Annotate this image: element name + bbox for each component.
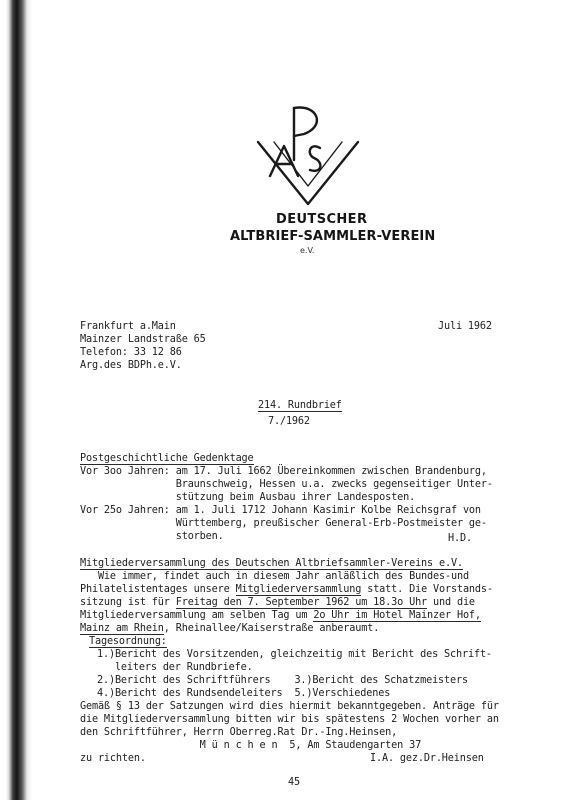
closing-line: die Mitgliederversammlung bitten wir bis spätestens 2 Wochen vorher an: [80, 714, 499, 725]
section2-heading: Mitgliederversammlung des Deutschen Altbriefsammler-Vereins e.V.: [80, 558, 463, 569]
section1-line: storben.: [80, 531, 224, 542]
body-text: Mitgliederversammlung am selben Tag um: [80, 610, 314, 621]
closing-line: Gemäß § 13 der Satzungen wird dies hiermit bekanntgegeben. Anträge für: [80, 701, 499, 712]
closing-line: den Schriftführer, Herrn Oberreg.Rat Dr.-Ing.Heinsen,: [80, 727, 398, 738]
body-text-underlined: Mitgliederversammlung: [235, 584, 362, 595]
org-name-line2: ALTBRIEF-SAMMLER-VEREIN: [230, 229, 436, 244]
agenda-item: 2.)Bericht des Schriftführers 3.)Bericht des Schatzmeisters: [97, 675, 468, 686]
sender-street: Mainzer Landstraße 65: [80, 334, 206, 345]
meeting-date-underlined: Freitag den 7. September 1962 um 18.3o Uhr: [175, 597, 428, 608]
asv-logo: [248, 100, 368, 208]
org-suffix: e.V.: [300, 246, 315, 255]
binding-shadow: [0, 0, 34, 800]
section1-line: stützung beim Ausbau ihrer Landesposten.: [80, 492, 416, 503]
closing-line: M ü n c h e n 5, Am Staudengarten 37: [80, 740, 422, 751]
section1-line: Vor 25o Jahren: am 1. Juli 1712 Johann Kasimir Kolbe Reichsgraf von: [80, 505, 481, 516]
agenda-item: 4.)Bericht des Rundsendeleiters 5.)Verschiedenes: [97, 688, 391, 699]
body-line: [80, 584, 493, 596]
agenda-item: 1.)Bericht des Vorsitzenden, gleichzeitig mit Bericht des Schrift-: [97, 649, 492, 660]
org-name-line1: DEUTSCHER: [276, 212, 368, 227]
body-text: und die: [427, 597, 475, 608]
letter-date: Juli 1962: [438, 321, 492, 332]
sender-city: Frankfurt a.Main: [80, 321, 176, 332]
closing-line: zu richten.: [80, 753, 146, 764]
body-line: [80, 623, 379, 635]
meeting-venue-underlined: 2o Uhr im Hotel Mainzer Hof,: [313, 610, 481, 621]
agenda-item: leiters der Rundbriefe.: [97, 662, 253, 673]
body-text: statt. Die Vorstands-: [361, 584, 493, 595]
page-number: 45: [288, 777, 300, 788]
section1-line: Württemberg, preußischer General-Erb-Postmeister ge-: [80, 518, 487, 529]
agenda-label: Tagesordnung:: [89, 636, 167, 647]
section1-line: Vor 3oo Jahren: am 17. Juli 1662 Übereinkommen zwischen Brandenburg,: [80, 466, 487, 477]
body-line: [80, 597, 475, 609]
sender-phone: Telefon: 33 12 86: [80, 347, 182, 358]
body-line: [80, 610, 481, 622]
body-line: Wie immer, findet auch in diesem Jahr anläßlich des Bundes-und: [80, 571, 469, 582]
circular-title: 214. Rundbrief: [258, 400, 342, 411]
body-text: , Rheinallee/Kaiserstraße anberaumt.: [163, 623, 380, 634]
sender-affiliation: Arg.des BDPh.e.V.: [80, 360, 182, 371]
signature-line: I.A. gez.Dr.Heinsen: [370, 753, 484, 764]
body-text: sitzung ist für: [80, 597, 176, 608]
section1-heading: Postgeschichtliche Gedenktage: [80, 453, 254, 464]
body-text: Philatelistentages unsere: [80, 584, 236, 595]
section1-line: Braunschweig, Hessen u.a. zwecks gegenseitiger Unter-: [80, 479, 493, 490]
meeting-city-underlined: Mainz am Rhein: [80, 623, 164, 634]
section1-initials: H.D.: [448, 533, 472, 544]
circular-issue: 7./1962: [268, 416, 310, 427]
